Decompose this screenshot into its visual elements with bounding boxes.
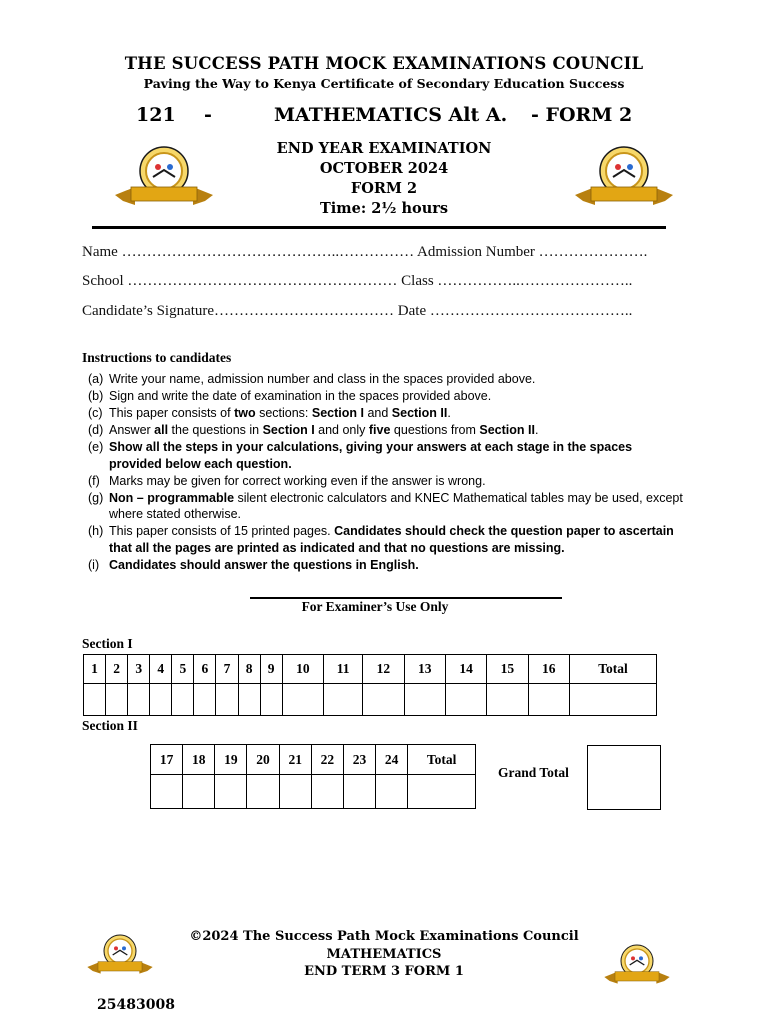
section1-header-cell: 14: [445, 655, 486, 684]
subject-title: MATHEMATICS Alt A.: [274, 104, 508, 126]
section1-score-cell[interactable]: [404, 684, 445, 716]
section2-header-cell: 19: [215, 745, 247, 775]
examiner-use-title: For Examiner’s Use Only: [301, 599, 449, 614]
section1-score-cell[interactable]: [194, 684, 216, 716]
instruction-item: (f) Marks may be given for correct working even if the answer is wrong.: [88, 473, 486, 488]
instruction-item: (d) Answer all the questions in Section I and only five questions from Section II.: [88, 423, 539, 437]
title-dash: -: [204, 104, 212, 126]
section1-label: Section I: [82, 636, 133, 651]
section2-score-table: [150, 744, 476, 809]
section1-score-cell[interactable]: [282, 684, 323, 716]
section2-score-cell[interactable]: [311, 775, 343, 809]
section1-score-cell[interactable]: [216, 684, 238, 716]
footer-code: 25483008: [97, 997, 175, 1013]
section2-score-cell[interactable]: [376, 775, 408, 809]
exam-date: OCTOBER 2024: [319, 160, 449, 177]
section1-score-cell[interactable]: [569, 684, 656, 716]
section1-score-cell[interactable]: [128, 684, 150, 716]
instruction-item: (h) This paper consists of 15 printed pages. Candidates should check the question paper to ascertain that all the pages are printed as indicated and that no questions are missing.: [88, 524, 674, 555]
section1-header-cell: 4: [150, 655, 172, 684]
section2-header-cell: 21: [279, 745, 311, 775]
section2-score-cell[interactable]: [279, 775, 311, 809]
instruction-item: (a) Write your name, admission number and class in the spaces provided above.: [88, 372, 536, 386]
section1-header-cell: 9: [260, 655, 282, 684]
grand-total-label: Grand Total: [498, 765, 569, 780]
section1-score-cell[interactable]: [528, 684, 569, 716]
section1-score-table: [83, 654, 657, 716]
section2-header-cell: 22: [311, 745, 343, 775]
exam-time: Time: 2½ hours: [319, 200, 449, 217]
section1-score-cell[interactable]: [106, 684, 128, 716]
instructions-title: Instructions to candidates: [82, 350, 232, 365]
instruction-item: (i) Candidates should answer the questions in English.: [88, 557, 419, 572]
footer-subject: MATHEMATICS: [326, 946, 442, 962]
section1-score-cell[interactable]: [84, 684, 106, 716]
section2-header-cell: 17: [151, 745, 183, 775]
section2-score-cell[interactable]: [343, 775, 375, 809]
section1-header-cell: 8: [238, 655, 260, 684]
section1-header-cell: 3: [128, 655, 150, 684]
section2-score-cell[interactable]: [215, 775, 247, 809]
council-seal-icon: [573, 143, 675, 211]
section2-score-cell[interactable]: [408, 775, 476, 809]
section1-header-cell: 7: [216, 655, 238, 684]
section1-header-cell: 11: [324, 655, 363, 684]
name-admission-field[interactable]: Name ……………………………………..…………… Admission Number ………………….: [82, 244, 648, 260]
instruction-item: (c) This paper consists of two sections: Section I and Section II.: [88, 406, 451, 420]
instruction-item: (e) Show all the steps in your calculations, giving your answers at each stage in the spaces provided below each question.: [88, 440, 633, 471]
section2-score-cell[interactable]: [247, 775, 279, 809]
section1-score-cell[interactable]: [150, 684, 172, 716]
footer-block: [0, 928, 768, 981]
section1-header-cell: 12: [363, 655, 404, 684]
section1-score-cell[interactable]: [445, 684, 486, 716]
section2-header-cell: 23: [343, 745, 375, 775]
grand-total-box[interactable]: [587, 745, 661, 810]
section2-header-cell: Total: [408, 745, 476, 775]
header-rule: [92, 226, 666, 229]
section2-score-cell[interactable]: [151, 775, 183, 809]
section1-header-cell: 16: [528, 655, 569, 684]
council-name: THE SUCCESS PATH MOCK EXAMINATIONS COUNCIL: [124, 54, 644, 73]
form-title: - FORM 2: [531, 104, 633, 126]
section1-score-cell[interactable]: [324, 684, 363, 716]
section2-label: Section II: [82, 718, 138, 733]
council-seal-icon: [113, 143, 215, 211]
section1-score-cell[interactable]: [172, 684, 194, 716]
section2-header-cell: 20: [247, 745, 279, 775]
footer-copyright: ©2024 The Success Path Mock Examinations Council: [189, 929, 579, 944]
section1-score-cell[interactable]: [487, 684, 528, 716]
section1-header-cell: Total: [569, 655, 656, 684]
section1-header-cell: 5: [172, 655, 194, 684]
section1-header-cell: 1: [84, 655, 106, 684]
section1-header-cell: 10: [282, 655, 323, 684]
section1-header-cell: 6: [194, 655, 216, 684]
section1-header-cell: 15: [487, 655, 528, 684]
section1-score-cell[interactable]: [260, 684, 282, 716]
instructions-list: [88, 371, 688, 574]
section2-header-cell: 24: [376, 745, 408, 775]
section2-score-cell[interactable]: [183, 775, 215, 809]
signature-date-field[interactable]: Candidate’s Signature……………………………… Date …………………………………..: [82, 303, 633, 319]
exam-title: END YEAR EXAMINATION: [276, 140, 492, 157]
instruction-item: (b) Sign and write the date of examination in the spaces provided above.: [88, 389, 492, 403]
instruction-item: (g) Non – programmable silent electronic calculators and KNEC Mathematical tables may be used, except where stated otherwise.: [88, 490, 683, 521]
section1-header-cell: 2: [106, 655, 128, 684]
section1-score-cell[interactable]: [238, 684, 260, 716]
exam-form: FORM 2: [350, 180, 418, 197]
section1-header-cell: 13: [404, 655, 445, 684]
school-class-field[interactable]: School ……………………………………………… Class ……………..…………………..: [82, 273, 633, 289]
section2-header-cell: 18: [183, 745, 215, 775]
section1-score-cell[interactable]: [363, 684, 404, 716]
council-tagline: Paving the Way to Kenya Certificate of Secondary Education Success: [143, 76, 625, 91]
footer-term: END TERM 3 FORM 1: [304, 964, 464, 979]
paper-code: 121: [136, 104, 176, 126]
